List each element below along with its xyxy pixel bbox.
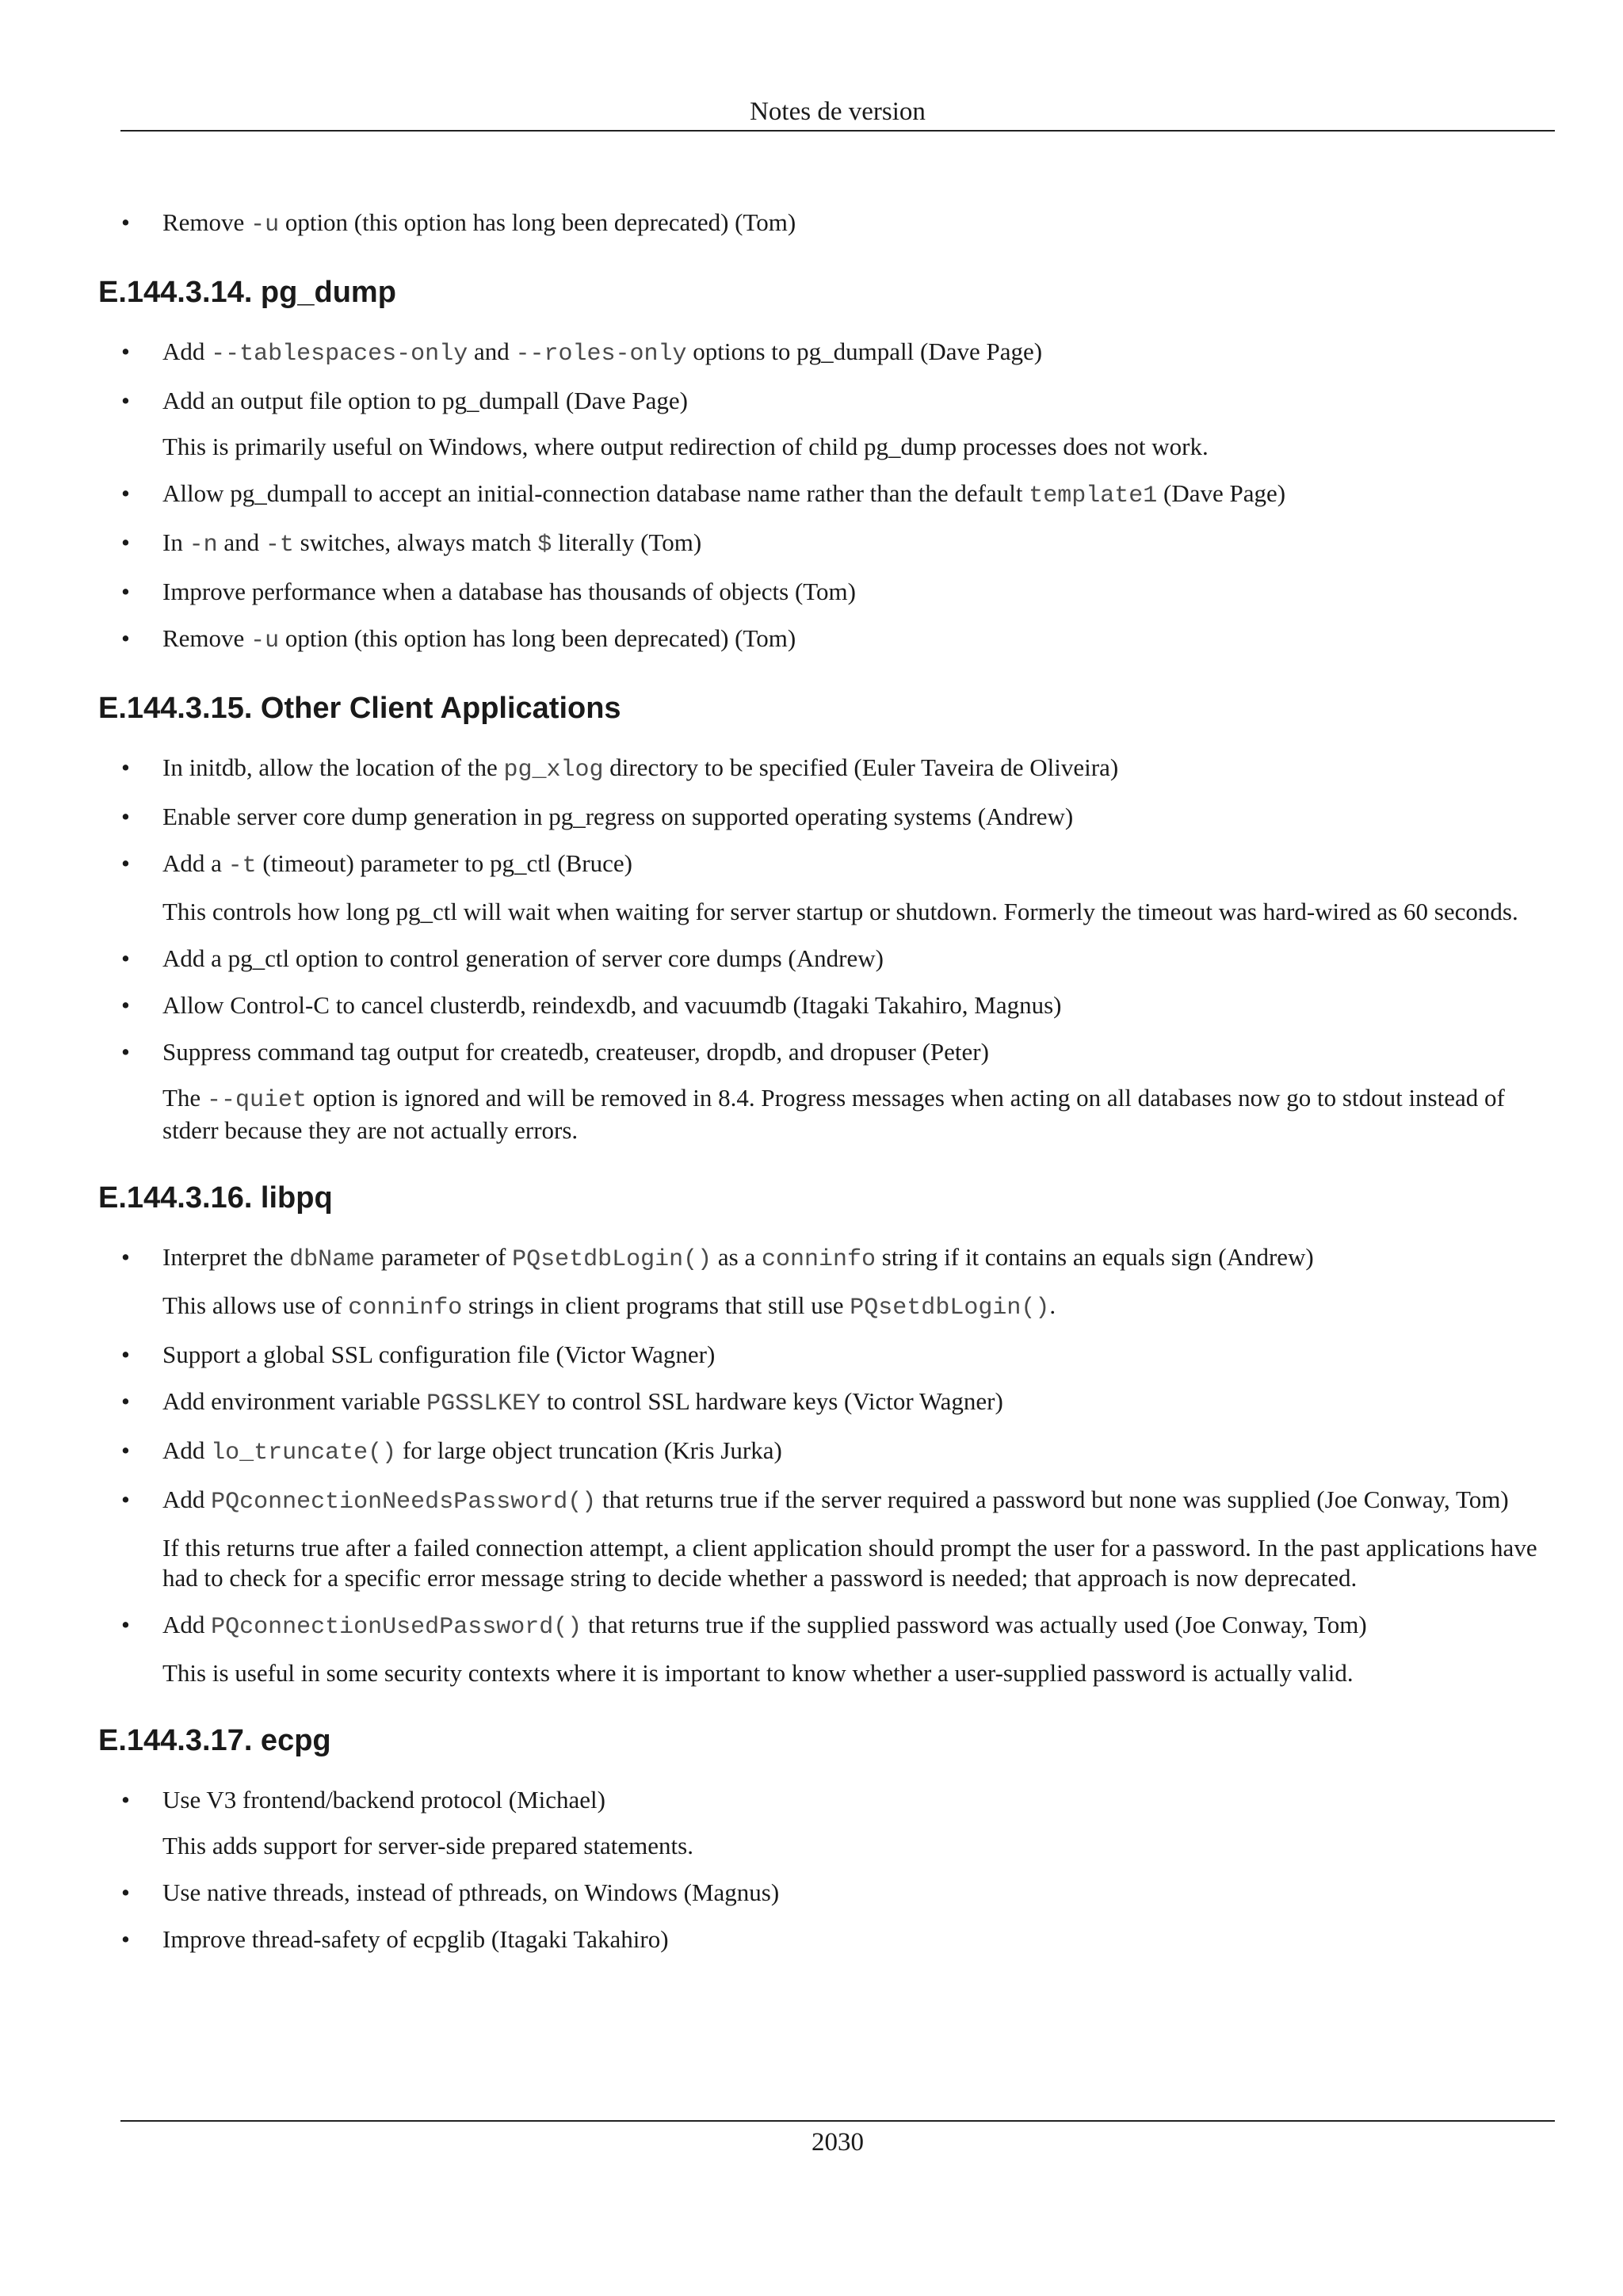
item-note: This adds support for server-side prepared statements. — [162, 1832, 693, 1859]
list-item: • Suppress command tag output for createdb, createuser, dropdb, and dropuser (Peter) The --quiet option is ignored and will be removed in 8.4. Progress messages when acting on all databases now go to stdout instead of stderr because they are not actually errors. — [98, 1037, 1555, 1146]
item-note: This controls how long pg_ctl will wait when waiting for server startup or shutdown. Formerly the timeout was hard-wired as 60 seconds. — [162, 898, 1518, 925]
list-item: • Interpret the dbName parameter of PQsetdbLogin() as a conninfo string if it contains an equals sign (Andrew) This allows use of conninfo strings in client programs that still use PQsetdbLogin(). — [98, 1242, 1555, 1323]
page-footer — [120, 2120, 1555, 2157]
list-item: • Allow pg_dumpall to accept an initial-connection database name rather than the default template1 (Dave Page) — [98, 479, 1555, 511]
list-item: • Add a pg_ctl option to control generation of server core dumps (Andrew) — [98, 944, 1555, 974]
list-item: • Add lo_truncate() for large object truncation (Kris Jurka) — [98, 1436, 1555, 1468]
list-item: • Enable server core dump generation in pg_regress on supported operating systems (Andrew) — [98, 802, 1555, 832]
list-item: • Use V3 frontend/backend protocol (Michael) This adds support for server-side prepared statements. — [98, 1785, 1555, 1861]
list-item: • In initdb, allow the location of the pg_xlog directory to be specified (Euler Taveira de Oliveira) — [98, 753, 1555, 785]
page-header — [120, 93, 1555, 132]
section-heading-pg-dump: E.144.3.14. pg_dump — [98, 276, 396, 309]
list-item: • Support a global SSL configuration file (Victor Wagner) — [98, 1340, 1555, 1370]
running-title: Notes de version — [750, 97, 926, 126]
page-content — [98, 208, 1555, 1955]
list-item: • Allow Control-C to cancel clusterdb, reindexdb, and vacuumdb (Itagaki Takahiro, Magnus) — [98, 990, 1555, 1020]
list-item: • Add PQconnectionNeedsPassword() that returns true if the server required a password but none was supplied (Joe Conway, Tom) If this returns true after a failed connection attempt, a client application should prompt the user for a password. In the past applications have had to check for a specific error message string to decide whether a password is needed; that approach is now deprecated. — [98, 1485, 1555, 1593]
item-note: The --quiet option is ignored and will be removed in 8.4. Progress messages when acting on all databases now go to stdout instead of stderr because they are not actually errors. — [162, 1084, 1505, 1144]
section-heading-ecpg: E.144.3.17. ecpg — [98, 1724, 331, 1757]
list-item: • In -n and -t switches, always match $ literally (Tom) — [98, 528, 1555, 560]
item-note: This allows use of conninfo strings in client programs that still use PQsetdbLogin(). — [162, 1291, 1056, 1322]
section-heading-libpq: E.144.3.16. libpq — [98, 1181, 333, 1215]
list-item: • Improve thread-safety of ecpglib (Itagaki Takahiro) — [98, 1924, 1555, 1955]
list-item: • Add an output file option to pg_dumpall (Dave Page) This is primarily useful on Windows, where output redirection of child pg_dump processes does not work. — [98, 386, 1555, 462]
list-item: • Use native threads, instead of pthreads, on Windows (Magnus) — [98, 1878, 1555, 1908]
other-clients-list — [98, 753, 1555, 1146]
list-item: • Add environment variable PGSSLKEY to control SSL hardware keys (Victor Wagner) — [98, 1386, 1555, 1419]
intro-list — [98, 208, 1555, 240]
libpq-list — [98, 1242, 1555, 1688]
page-number: 2030 — [812, 2128, 864, 2157]
ecpg-list — [98, 1785, 1555, 1955]
list-item: • Add PQconnectionUsedPassword() that returns true if the supplied password was actually used (Joe Conway, Tom) This is useful in some security contexts where it is important to know whether a user-supplied password is actually valid. — [98, 1610, 1555, 1688]
section-heading-other-clients: E.144.3.15. Other Client Applications — [98, 692, 621, 725]
item-note: This is useful in some security contexts where it is important to know whether a user-supplied password is actually valid. — [162, 1659, 1354, 1687]
list-item: • Improve performance when a database has thousands of objects (Tom) — [98, 577, 1555, 607]
list-item: • Remove -u option (this option has long been deprecated) (Tom) — [98, 208, 1555, 240]
list-item: • Remove -u option (this option has long been deprecated) (Tom) — [98, 624, 1555, 656]
list-item: • Add a -t (timeout) parameter to pg_ctl (Bruce) This controls how long pg_ctl will wait when waiting for server startup or shutdown. Formerly the timeout was hard-wired as 60 seconds. — [98, 849, 1555, 927]
pg-dump-list — [98, 337, 1555, 656]
item-note: This is primarily useful on Windows, where output redirection of child pg_dump processes does not work. — [162, 433, 1209, 460]
list-item: • Add --tablespaces-only and --roles-only options to pg_dumpall (Dave Page) — [98, 337, 1555, 369]
item-note: If this returns true after a failed connection attempt, a client application should prompt the user for a password. In the past applications have had to check for a specific error message string to decide whether a password is needed; that approach is now deprecated. — [162, 1534, 1537, 1592]
